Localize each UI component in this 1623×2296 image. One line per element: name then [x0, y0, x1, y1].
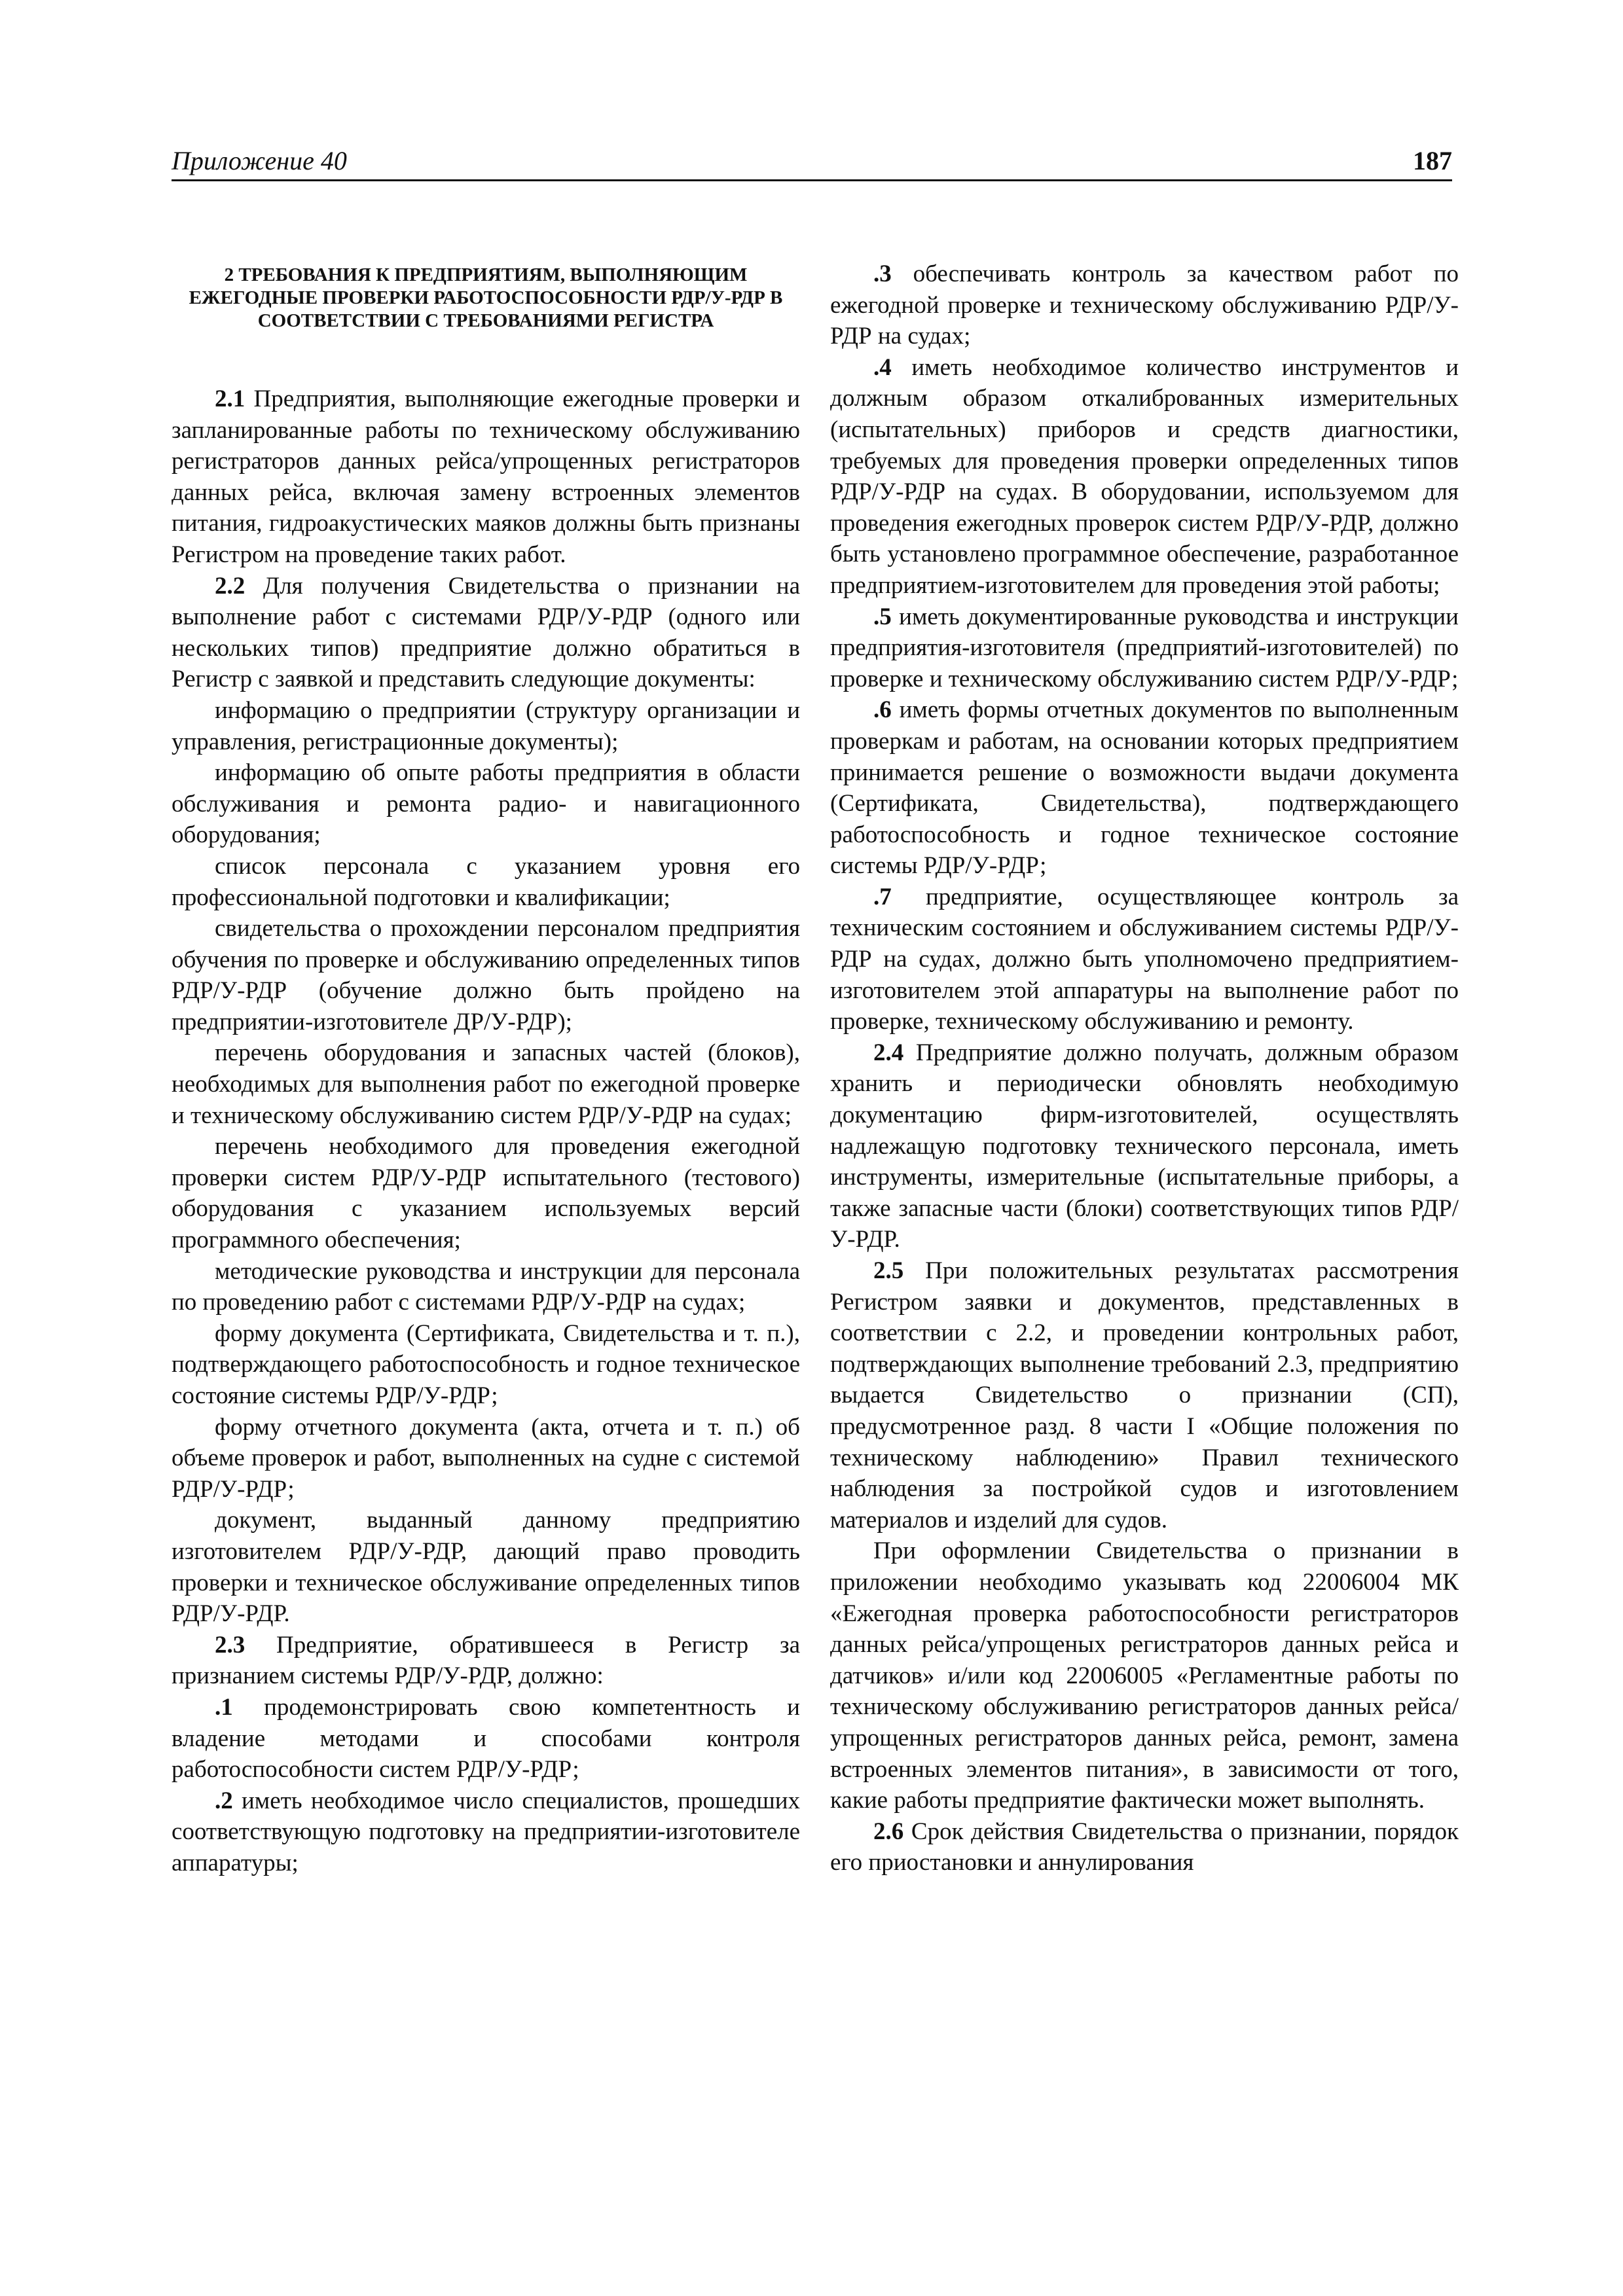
list-item: [172, 1256, 800, 1318]
paragraph-text: предприятие, осуществляющее контроль за техническим состоянием и обслуживанием системы РДР/У-РДР на судах, должно быть уполномочено предприятием-изготовителем этой аппаратуры на выполнение работ по проверке, техническому обслуживанию и ремонту.: [830, 883, 1459, 1035]
clause-number: 2.3: [215, 1631, 246, 1659]
paragraph-text: Предприятие, обратившееся в Регистр за признанием системы РДР/У-РДР, должно:: [172, 1631, 800, 1690]
right-column: [830, 259, 1459, 1878]
subclause-1: [172, 1692, 800, 1785]
list-item: [172, 1505, 800, 1629]
list-item: [172, 757, 800, 851]
subclause-3: [830, 259, 1459, 352]
paragraph-text: документ, выданный данному предприятию изготовителем РДР/У-РДР, дающий право проводить проверки и техническое обслуживание определенных типов РДР/У-РДР.: [172, 1507, 800, 1628]
running-title: Приложение 40: [172, 146, 347, 175]
paragraph-text: Предприятия, выполняющие ежегодные проверки и запланированные работы по техническому обслуживанию регистраторов данных рейса/упрощенных регистраторов данных рейса, включая замену встроенных элементов питания, гидроакустических маяков должны быть признаны Регистром на проведение таких работ.: [172, 386, 800, 568]
paragraph-text: При оформлении Свидетельства о признании в приложении необходимо указывать код 22006004 МК «Ежегодная проверка работоспособности регистраторов данных рейса/упрощеных регистраторов данных рейса и датчиков» и/или код 22006005 «Регламентные работы по техническому обслуживанию регистраторов данных рейса/упрощенных регистраторов данных рейса, ремонт, замена встроенных элементов питания», в зависимости от того, какие работы предприятие фактически может выполнять.: [830, 1537, 1459, 1814]
clause-number: .4: [873, 353, 892, 381]
clause-number: .7: [873, 883, 892, 910]
list-item: [172, 1318, 800, 1412]
paragraph-text: Для получения Свидетельства о признании на выполнение работ с системами РДР/У-РДР (одного или нескольких типов) предприятие должно обратиться в Регистр с заявкой и представить следующие документы:: [172, 572, 800, 693]
clause-number: .5: [873, 603, 892, 630]
paragraph-text: иметь формы отчетных документов по выполненным проверкам и работам, на основании которых предприятием принимается решение о возможности выдачи документа (Сертификата, Свидетельства), подтверждающего работоспособность и годное техническое состояние системы РДР/У-РДР;: [830, 696, 1459, 880]
clause-number: 2.5: [873, 1257, 904, 1284]
paragraph-text: информацию о предприятии (структуру организации и управления, регистрационные документы);: [172, 696, 800, 755]
list-item: [172, 913, 800, 1037]
paragraph-text: обеспечивать контроль за качеством работ по ежегодной проверке и техническому обслуживанию РДР/У-РДР на судах;: [830, 260, 1459, 350]
paragraph-text: иметь документированные руководства и инструкции предприятия-изготовителя (предприятий-изготовителей) по проверке и техническому обслуживанию систем РДР/У-РДР;: [830, 603, 1459, 692]
page-header: [172, 143, 1452, 181]
clause-number: .1: [215, 1693, 233, 1721]
paragraph-text: перечень необходимого для проведения ежегодной проверки систем РДР/У-РДР испытательного (тестового) оборудования с указанием используемых версий программного обеспечения;: [172, 1133, 800, 1254]
subclause-4: [830, 352, 1459, 601]
clause-number: 2.1: [215, 386, 246, 412]
subclause-6: [830, 694, 1459, 882]
paragraph-2-3: [172, 1630, 800, 1692]
paragraph-2-2: [172, 571, 800, 695]
paragraph-text: форму отчетного документа (акта, отчета и т. п.) об объеме проверок и работ, выполненных на судне с системой РДР/У-РДР;: [172, 1413, 800, 1503]
subclause-5: [830, 601, 1459, 695]
clause-number: .2: [215, 1787, 233, 1814]
paragraph-2-1: [172, 384, 800, 571]
left-column: [172, 259, 800, 1879]
page-number: 187: [1413, 146, 1452, 175]
paragraph-text: список персонала с указанием уровня его профессиональной подготовки и квалификации;: [172, 852, 800, 911]
clause-number: .6: [873, 696, 892, 724]
subclause-7: [830, 882, 1459, 1037]
clause-number: 2.2: [215, 572, 246, 600]
subclause-2: [172, 1785, 800, 1879]
paragraph-text: информацию об опыте работы предприятия в области обслуживания и ремонта радио- и навигационного оборудования;: [172, 759, 800, 849]
paragraph-2-6: [830, 1816, 1459, 1878]
clause-number: 2.6: [873, 1818, 904, 1845]
paragraph-2-5: [830, 1255, 1459, 1535]
paragraph-2-4: [830, 1037, 1459, 1255]
paragraph-text: методические руководства и инструкции для персонала по проведению работ с системами РДР/У-РДР на судах;: [172, 1257, 800, 1316]
paragraph-text: иметь необходимое количество инструментов и должным образом откалиброванных измерительных (испытательных) приборов и средств диагностики, требуемых для проведения проверки определенных типов РДР/У-РДР на судах. В оборудовании, используемом для проведения ежегодных проверок систем РДР/У-РДР, должно быть установлено программное обеспечение, разработанное предприятием-изготовителем для проведения этой работы;: [830, 353, 1459, 599]
paragraph-text: При положительных результатах рассмотрения Регистром заявки и документов, представленных в соответствии с 2.2, и проведении контрольных работ, подтверждающих выполнение требований 2.3, предприятию выдается Свидетельство о признании (СП), предусмотренное разд. 8 части I «Общие положения по техническому наблюдению» Правил технического наблюдения за постройкой судов и изготовлением материалов и изделий для судов.: [830, 1257, 1459, 1534]
clause-number: .3: [873, 260, 892, 287]
list-item: [172, 695, 800, 757]
paragraph-text: иметь необходимое число специалистов, прошедших соответствующую подготовку на предприятии-изготовителе аппаратуры;: [172, 1787, 800, 1876]
paragraph-text: форму документа (Сертификата, Свидетельства и т. п.), подтверждающего работоспособность и годное техническое состояние системы РДР/У-РДР;: [172, 1319, 800, 1409]
paragraph-text: продемонстрировать свою компетентность и владение методами и способами контроля работоспособности систем РДР/У-РДР;: [172, 1693, 800, 1784]
clause-number: 2.4: [873, 1039, 904, 1066]
paragraph-text: перечень оборудования и запасных частей (блоков), необходимых для выполнения работ по ежегодной проверке и техническому обслуживанию систем РДР/У-РДР на судах;: [172, 1039, 800, 1129]
paragraph-text: Предприятие должно получать, должным образом хранить и периодически обновлять необходимую документацию фирм-изготовителей, осуществлять надлежащую подготовку технического персонала, иметь инструменты, измерительные (испытательные приборы, а также запасные части (блоки) соответствующих типов РДР/У-РДР.: [830, 1039, 1459, 1253]
list-item: [172, 1131, 800, 1255]
section-heading: 2 ТРЕБОВАНИЯ К ПРЕДПРИЯТИЯМ, ВЫПОЛНЯЮЩИМ ЕЖЕГОДНЫЕ ПРОВЕРКИ РАБОТОСПОСОБНОСТИ РДР/У-РДР В СООТВЕТСТВИИ С ТРЕБОВАНИЯМИ РЕГИСТРА: [189, 264, 783, 331]
list-item: [172, 851, 800, 913]
paragraph-text: Срок действия Свидетельства о признании, порядок его приостановки и аннулирования: [830, 1818, 1459, 1876]
paragraph-text: свидетельства о прохождении персоналом предприятия обучения по проверке и обслуживанию определенных типов РДР/У-РДР (обучение должно быть пройдено на предприятии-изготовителе ДР/У-РДР);: [172, 915, 800, 1035]
list-item: [172, 1037, 800, 1131]
paragraph-codes: [830, 1535, 1459, 1816]
list-item: [172, 1412, 800, 1505]
